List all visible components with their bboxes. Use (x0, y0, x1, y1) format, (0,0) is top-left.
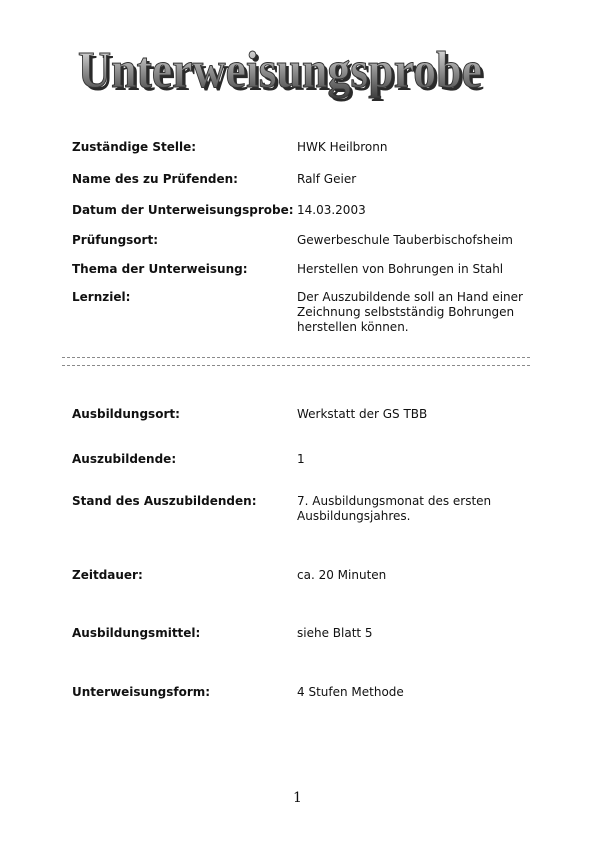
field-label: Unterweisungsform: (72, 685, 211, 699)
field-label: Ausbildungsort: (72, 407, 180, 421)
field-value: 7. Ausbildungsmonat des ersten Ausbildungsjahres. (297, 494, 492, 523)
field-value: Herstellen von Bohrungen in Stahl (297, 262, 504, 276)
field-value: ca. 20 Minuten (297, 568, 387, 582)
field-value: HWK Heilbronn (297, 140, 388, 154)
field-value: 4 Stufen Methode (297, 685, 404, 699)
field-label: Auszubildende: (72, 452, 177, 466)
field-label: Zeitdauer: (72, 568, 143, 582)
title-text: Unterweisungsprobe (78, 42, 482, 99)
field-value: siehe Blatt 5 (297, 626, 373, 640)
divider-line (62, 365, 530, 366)
field-label: Zuständige Stelle: (72, 140, 197, 154)
field-label: Lernziel: (72, 290, 131, 304)
field-label: Thema der Unterweisung: (72, 262, 248, 276)
field-value: Werkstatt der GS TBB (297, 407, 428, 421)
field-label: Name des zu Prüfenden: (72, 172, 238, 186)
field-value: 1 (297, 452, 305, 466)
field-value: Ralf Geier (297, 172, 357, 186)
field-label: Datum der Unterweisungsprobe: (72, 203, 294, 217)
page-number: 1 (293, 790, 302, 806)
field-label: Stand des Auszubildenden: (72, 494, 257, 508)
divider-line (62, 357, 530, 358)
field-label: Ausbildungsmittel: (72, 626, 201, 640)
field-label: Prüfungsort: (72, 233, 158, 247)
field-value: Gewerbeschule Tauberbischofsheim (297, 233, 513, 247)
field-value: Der Auszubildende soll an Hand einer Zeichnung selbstständig Bohrungen herstellen können. (297, 290, 523, 334)
page-title (70, 36, 490, 106)
field-value: 14.03.2003 (297, 203, 366, 217)
title-shadow: Unterweisungsprobe (81, 45, 485, 102)
